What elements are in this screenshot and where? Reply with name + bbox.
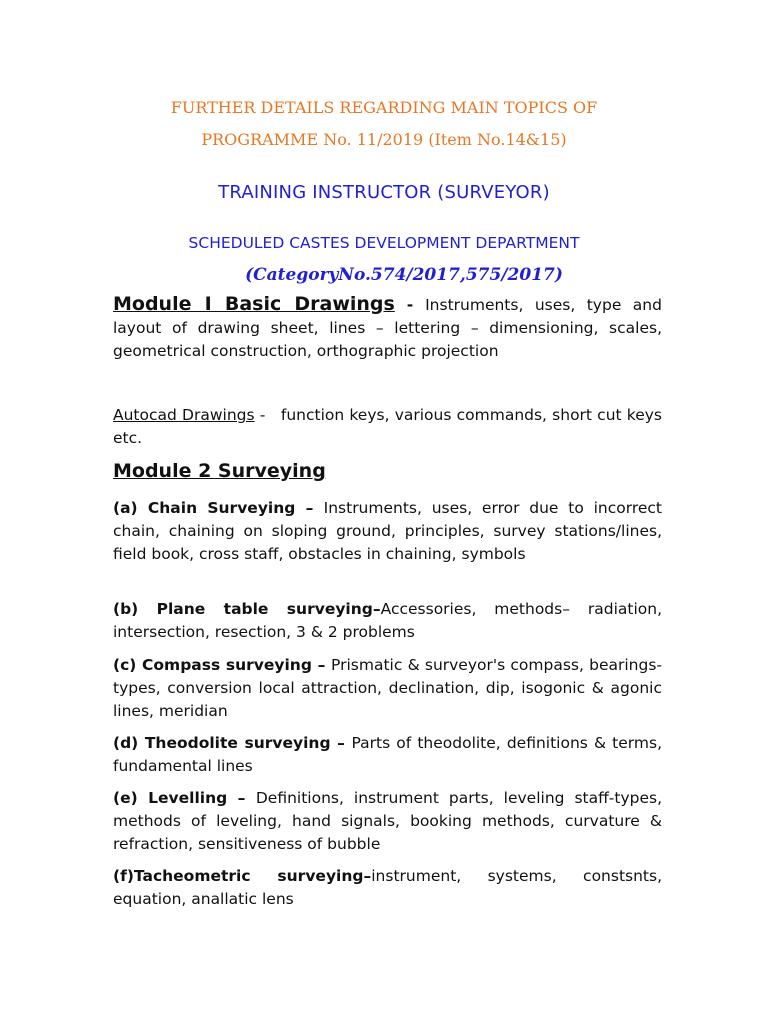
item-f-separator: – [363,867,372,885]
module-2-item-e [113,787,662,856]
item-c-label: (c) Compass surveying [113,656,312,674]
item-a-text: Instruments, uses, error due to incorrect chain, chaining on sloping ground, principles, survey stations/lines, field book, cross staff, obstacles in chaining, symbols [113,499,662,563]
item-c-separator: – [311,656,332,674]
header-line-1: FURTHER DETAILS REGARDING MAIN TOPICS OF [170,98,598,117]
item-b-text: Accessories, methods– radiation, intersection, resection, 3 & 2 problems [113,600,662,641]
item-e-label: (e) Levelling [113,789,228,807]
item-d-text: Parts of theodolite, definitions & terms, fundamental lines [113,734,662,775]
module-2-heading: Module 2 Surveying [113,460,326,482]
autocad-separator: - [254,406,281,424]
item-c-text: Prismatic & surveyor's compass, bearings-types, conversion local attraction, declination, dip, isogonic & agonic lines, meridian [113,656,663,720]
module-2-item-f [113,865,662,911]
item-e-text: Definitions, instrument parts, leveling staff-types, methods of leveling, hand signals, booking methods, curvature & refraction, sensitiveness of bubble [113,789,663,853]
item-d-label: (d) Theodolite surveying [113,734,331,752]
module-1-paragraph [113,293,662,363]
module-1-separator: - [394,296,426,314]
module-1-text: Instruments, uses, type and layout of drawing sheet, lines – lettering – dimensioning, scales, geometrical construction, orthographic projection [113,296,662,360]
autocad-heading: Autocad Drawings [113,406,255,424]
module-1-heading: Module I Basic Drawings [113,293,395,315]
module-2-item-c [113,654,662,723]
item-f-label: (f)Tacheometric surveying [113,867,364,885]
item-a-separator: – [295,499,324,517]
item-f-text: instrument, systems, constsnts, equation, anallatic lens [113,867,663,908]
category-number: (CategoryNo.574/2017,575/2017) [245,265,563,285]
item-a-label: (a) Chain Surveying [113,499,296,517]
department-name: SCHEDULED CASTES DEVELOPMENT DEPARTMENT [188,234,580,252]
document-title: TRAINING INSTRUCTOR (SURVEYOR) [218,182,550,203]
item-b-label: (b) Plane table surveying [113,600,373,618]
item-b-separator: – [372,600,381,618]
autocad-paragraph [113,404,662,450]
autocad-text: function keys, various commands, short cut keys etc. [113,406,662,447]
module-2-item-d [113,732,662,778]
module-2-item-b [113,598,662,644]
module-2-item-a [113,497,662,566]
item-e-separator: – [227,789,256,807]
header-line-2: PROGRAMME No. 11/2019 (Item No.14&15) [201,130,567,149]
item-d-separator: – [330,734,352,752]
